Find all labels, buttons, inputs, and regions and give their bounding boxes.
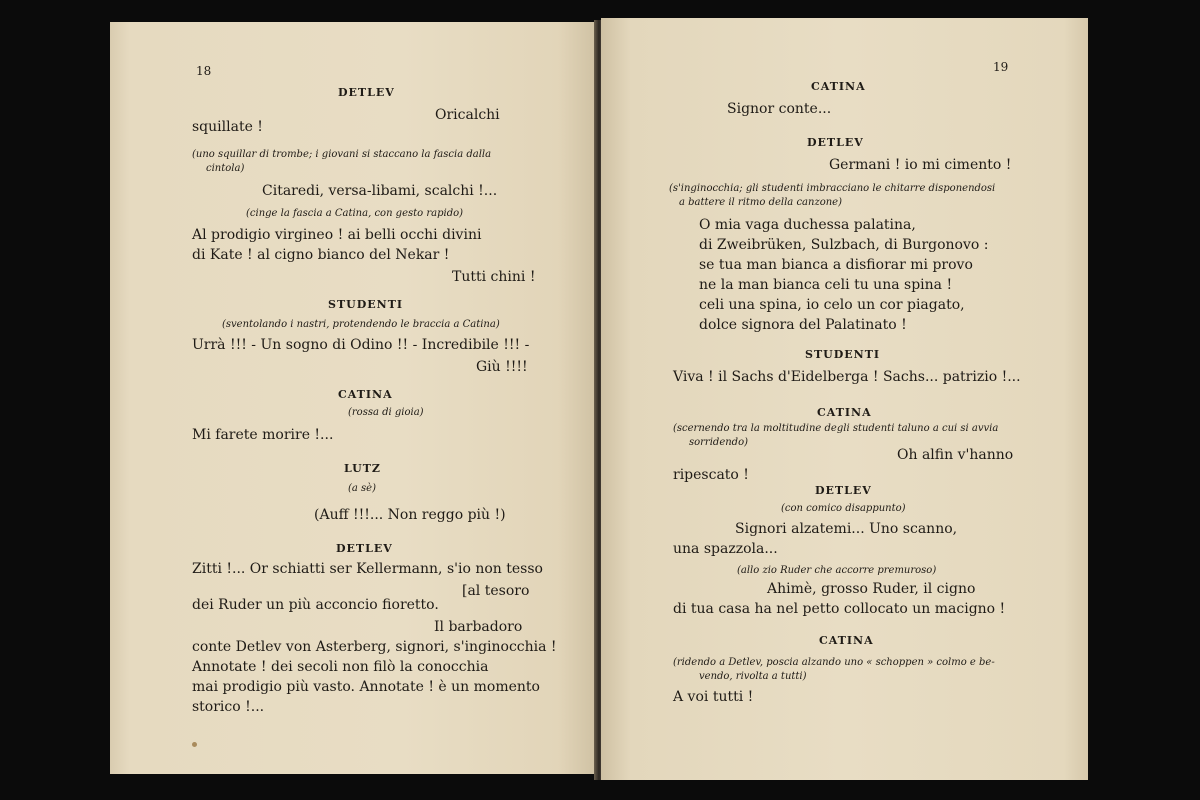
verse-line: Annotate ! dei secoli non filò la conocchia: [192, 659, 489, 675]
speaker-name: CATINA: [819, 634, 874, 647]
verse-line: una spazzola...: [673, 541, 778, 557]
verse-line: Mi farete morire !...: [192, 427, 334, 443]
verse-line: storico !...: [192, 699, 265, 715]
stage-direction: (scernendo tra la moltitudine degli studenti taluno a cui si avvia: [673, 423, 999, 434]
verse-line: [al tesoro: [462, 583, 530, 599]
verse-line: celi una spina, io celo un cor piagato,: [699, 297, 965, 313]
verse-line: ripescato !: [673, 467, 749, 483]
page-number: 19: [993, 60, 1009, 74]
verse-line: A voi tutti !: [673, 689, 754, 705]
verse-line: Tutti chini !: [452, 269, 536, 285]
verse-line: (Auff !!!... Non reggo più !): [314, 507, 506, 523]
stage-direction: (a sè): [348, 483, 376, 494]
verse-line: Ahimè, grosso Ruder, il cigno: [767, 581, 976, 597]
verse-line: Germani ! io mi cimento !: [829, 157, 1012, 173]
verse-line: Il barbadoro: [434, 619, 523, 635]
verse-line: Giù !!!!: [476, 359, 528, 375]
verse-line: mai prodigio più vasto. Annotate ! è un momento: [192, 679, 540, 695]
verse-line: ne la man bianca celi tu una spina !: [699, 277, 953, 293]
verse-line: di Kate ! al cigno bianco del Nekar !: [192, 247, 450, 263]
stage-direction: (con comico disappunto): [781, 503, 906, 514]
verse-line: Oh alfin v'hanno: [897, 447, 1014, 463]
verse-line: O mia vaga duchessa palatina,: [699, 217, 916, 233]
verse-line: conte Detlev von Asterberg, signori, s'inginocchia !: [192, 639, 557, 655]
verse-line: dolce signora del Palatinato !: [699, 317, 907, 333]
verse-line: se tua man bianca a disfiorar mi provo: [699, 257, 973, 273]
speaker-name: CATINA: [817, 406, 872, 419]
stage-direction: (rossa di gioia): [348, 407, 424, 418]
verse-line: Citaredi, versa-libami, scalchi !...: [262, 183, 498, 199]
verse-line: Signori alzatemi... Uno scanno,: [735, 521, 958, 537]
speaker-name: LUTZ: [344, 462, 381, 475]
verse-line: Urrà !!! - Un sogno di Odino !! - Incredibile !!! -: [192, 337, 530, 353]
speaker-name: DETLEV: [336, 542, 393, 555]
verse-line: di tua casa ha nel petto collocato un macigno !: [673, 601, 1006, 617]
verse-line: Oricalchi: [435, 107, 500, 123]
verse-line: Viva ! il Sachs d'Eidelberga ! Sachs... patrizio !...: [673, 369, 1021, 385]
stage-direction: (sventolando i nastri, protendendo le braccia a Catina): [222, 319, 500, 330]
stage-direction: (cinge la fascia a Catina, con gesto rapido): [246, 208, 464, 219]
stage-direction: vendo, rivolta a tutti): [699, 671, 807, 682]
stage-direction: cintola): [206, 163, 245, 174]
speaker-name: DETLEV: [807, 136, 864, 149]
speaker-name: CATINA: [811, 80, 866, 93]
right-page: [601, 18, 1088, 780]
speaker-name: CATINA: [338, 388, 393, 401]
verse-line: dei Ruder un più acconcio fioretto.: [192, 597, 439, 613]
verse-line: Zitti !... Or schiatti ser Kellermann, s'io non tesso: [192, 561, 543, 577]
paper-spot: [192, 742, 197, 747]
page-number: 18: [196, 64, 212, 78]
verse-line: Signor conte...: [727, 101, 832, 117]
verse-line: squillate !: [192, 119, 263, 135]
speaker-name: STUDENTI: [328, 298, 404, 311]
verse-line: di Zweibrüken, Sulzbach, di Burgonovo :: [699, 237, 989, 253]
left-page: [110, 22, 597, 774]
speaker-name: DETLEV: [815, 484, 872, 497]
speaker-name: STUDENTI: [805, 348, 881, 361]
stage-direction: a battere il ritmo della canzone): [679, 197, 842, 208]
stage-direction: (allo zio Ruder che accorre premuroso): [737, 565, 937, 576]
verse-line: Al prodigio virgineo ! ai belli occhi divini: [192, 227, 482, 243]
stage-direction: (s'inginocchia; gli studenti imbracciano le chitarre disponendosi: [669, 183, 996, 194]
stage-direction: (uno squillar di trombe; i giovani si staccano la fascia dalla: [192, 149, 492, 160]
stage-direction: (ridendo a Detlev, poscia alzando uno « schoppen » colmo e be-: [673, 657, 995, 668]
stage-direction: sorridendo): [689, 437, 748, 448]
speaker-name: DETLEV: [338, 86, 395, 99]
